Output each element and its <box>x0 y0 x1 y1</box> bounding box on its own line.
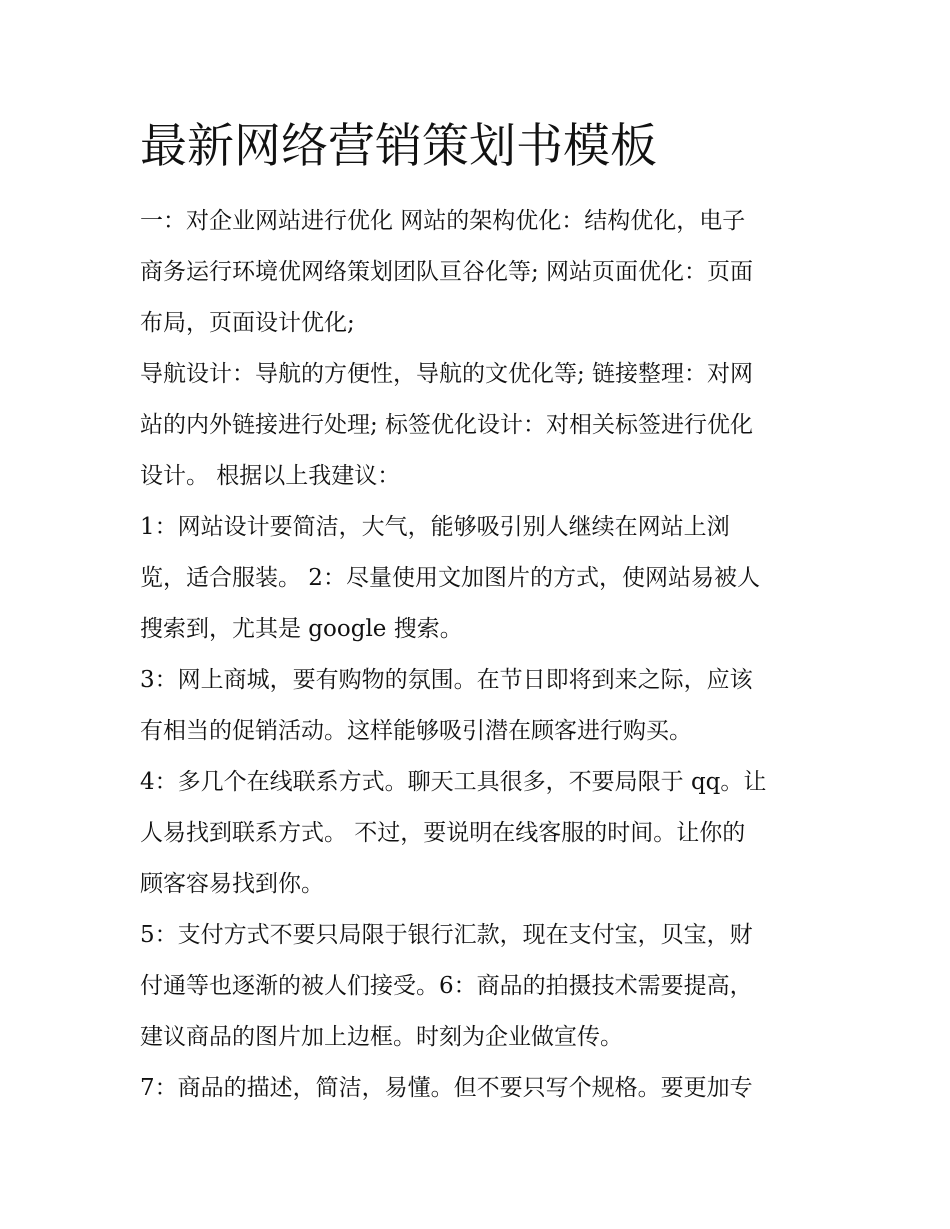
body-line: 3：网上商城，要有购物的氛围。在节日即将到来之际，应该 <box>140 667 753 693</box>
document-body <box>140 196 810 1114</box>
body-line: 商务运行环境优网络策划团队亘谷化等; 网站页面优化：页面 <box>140 259 754 285</box>
body-line: 付通等也逐渐的被人们接受。6：商品的拍摄技术需要提高， <box>140 973 753 999</box>
body-line: 建议商品的图片加上边框。时刻为企业做宣传。 <box>140 1024 623 1050</box>
body-line: 7：商品的描述，简洁，易懂。但不要只写个规格。要更加专 <box>140 1075 753 1101</box>
body-line: 导航设计：导航的方便性，导航的文优化等; 链接整理：对网 <box>140 361 754 387</box>
body-line: 站的内外链接进行处理; 标签优化设计：对相关标签进行优化 <box>140 412 754 438</box>
body-line: 一：对企业网站进行优化 网站的架构优化：结构优化，电子 <box>140 208 746 234</box>
body-line: 布局，页面设计优化; <box>140 310 355 336</box>
body-line: 4：多几个在线联系方式。聊天工具很多，不要局限于 qq。让 <box>140 769 767 795</box>
body-line: 搜索到，尤其是 google 搜索。 <box>140 616 463 642</box>
body-line: 览，适合服装。 2：尽量使用文加图片的方式，使网站易被人 <box>140 565 760 591</box>
body-line: 有相当的促销活动。这样能够吸引潜在顾客进行购买。 <box>140 718 692 744</box>
body-line: 1：网站设计要简洁，大气，能够吸引别人继续在网站上浏 <box>140 514 730 540</box>
document-title: 最新网络营销策划书模板 <box>140 119 657 174</box>
body-line: 5：支付方式不要只局限于银行汇款，现在支付宝，贝宝，财 <box>140 922 753 948</box>
body-line: 设计。 根据以上我建议： <box>140 463 401 489</box>
body-line: 顾客容易找到你。 <box>140 871 324 897</box>
body-line: 人易找到联系方式。 不过，要说明在线客服的时间。让你的 <box>140 820 746 846</box>
